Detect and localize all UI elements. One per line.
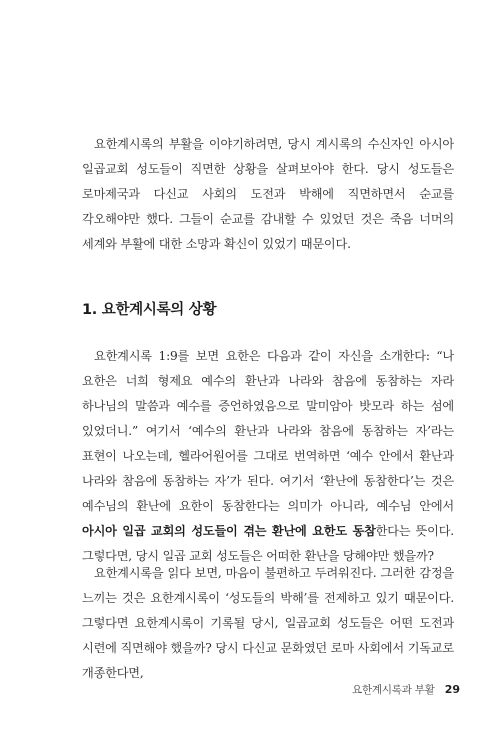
- running-title: 요한계시록과 부활: [352, 684, 435, 696]
- paragraph-text-before-emphasis: 요한계시록 1:9를 보면 요한은 다음과 같이 자신을 소개한다: “나 요한은 너희 형제요 예수의 환난과 나라와 참음에 동참하는 자라 하나님의 말씀과 예수를 증언하였음으로 말미암아 밧모라 하는 섬에 있었더니.” 여기서 ‘예수의 환난과 나라와 참음에 동참하는 자’라는 표현이 나오는데, 헬라어원어를 그대로 번역하면 ‘예수 안에서 환난과 나라와 참음에 동참하는 자’가 된다. 여기서 ‘환난에 동참한다’는 것은 예수님의 환난에 요한이 동참한다는 의미가 아니라, 예수님 안에서: [82, 349, 454, 513]
- body-paragraph-persecution: 요한계시록을 읽다 보면, 마음이 불편하고 두려워진다. 그러한 감정을 느끼는 것은 요한계시록이 ‘성도들의 박해’를 전제하고 있기 때문이다. 그렇다면 요한계시록이 기록될 당시, 일곱교회 성도들은 어떤 도전과 시련에 직면해야 했을까? 당시 다신교 문화였던 로마 사회에서 기독교로 개종한다면,: [82, 566, 454, 680]
- body-paragraph-intro: 요한계시록의 부활을 이야기하려면, 당시 계시록의 수신자인 아시아 일곱교회 성도들이 직면한 상황을 살펴보아야 한다. 당시 성도들은 로마제국과 다신교 사회의 도전과 박해에 직면하면서 순교를 각오해야만 했다. 그들이 순교를 감내할 수 있었던 것은 죽음 너머의 세계와 부활에 대한 소망과 확신이 있었기 때문이다.: [82, 137, 454, 251]
- section-heading: 1. 요한계시록의 상황: [82, 302, 217, 318]
- page-number: 29: [444, 683, 460, 696]
- emphasized-text: 아시아 일곱 교회의 성도들이 겪는 환난에 요한도 동참: [82, 524, 376, 538]
- paragraph-text-after-emphasis: 한다는 뜻이다. 그렇다면, 당시 일곱 교회 성도들은 어떠한 환난을 당해야만 했을까?: [82, 524, 454, 563]
- page-footer: [352, 683, 460, 697]
- body-paragraph-situation: [82, 344, 454, 569]
